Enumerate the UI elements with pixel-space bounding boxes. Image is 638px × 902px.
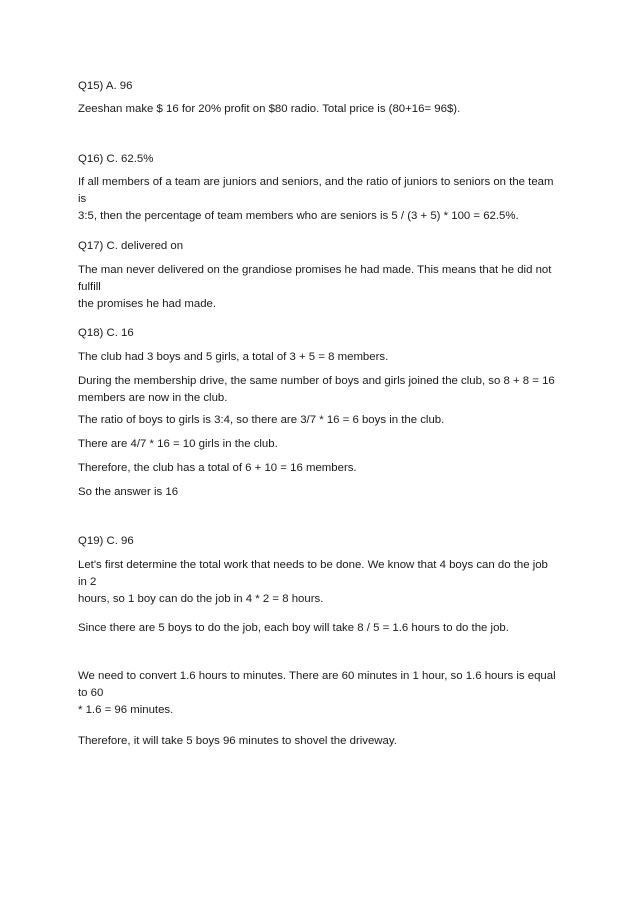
q18-line-6-block xyxy=(78,484,558,501)
q19-line-2-block xyxy=(78,620,558,637)
q19-line-3-block xyxy=(78,668,558,719)
q17-heading-block xyxy=(78,238,558,255)
q19-heading: Q19) C. 96 xyxy=(78,535,134,547)
q18-line-3-block xyxy=(78,412,558,429)
q19-explanation-line: Since there are 5 boys to do the job, each boy will take 8 / 5 = 1.6 hours to do the job. xyxy=(78,622,509,634)
q19-explanation-line: Let's first determine the total work that needs to be done. We know that 4 boys can do the job in 2 hours, so 1 boy can do the job in 4 * 2 = 8 hours. xyxy=(78,559,548,605)
q18-explanation-line: So the answer is 16 xyxy=(78,486,179,498)
q18-explanation-line: There are 4/7 * 16 = 10 girls in the club. xyxy=(78,438,278,450)
q18-explanation-line: The ratio of boys to girls is 3:4, so there are 3/7 * 16 = 6 boys in the club. xyxy=(78,414,445,426)
q19-line-4-block xyxy=(78,733,558,750)
q18-explanation-line: The club had 3 boys and 5 girls, a total of 3 + 5 = 8 members. xyxy=(78,351,389,363)
q19-explanation-line: We need to convert 1.6 hours to minutes. There are 60 minutes in 1 hour, so 1.6 hours is equal to 60 * 1.6 = 96 minutes. xyxy=(78,670,556,716)
q18-line-4-block xyxy=(78,436,558,453)
q15-answer-block xyxy=(78,101,558,118)
q18-heading: Q18) C. 16 xyxy=(78,327,134,339)
q17-explanation-line: The man never delivered on the grandiose promises he had made. This means that he did not fulfill the promises he had made. xyxy=(78,264,552,310)
q18-explanation-line: Therefore, the club has a total of 6 + 10 = 16 members. xyxy=(78,462,357,474)
q19-line-1-block xyxy=(78,557,558,608)
q17-heading: Q17) C. delivered on xyxy=(78,240,184,252)
q18-heading-block xyxy=(78,325,558,342)
q17-answer-block xyxy=(78,262,558,313)
q15-heading-block xyxy=(78,78,558,95)
q18-explanation-line: During the membership drive, the same number of boys and girls joined the club, so 8 + 8 = 16 members are now in the club. xyxy=(78,375,555,404)
q15-explanation-line: Zeeshan make $ 16 for 20% profit on $80 radio. Total price is (80+16= 96$). xyxy=(78,103,461,115)
q15-heading: Q15) A. 96 xyxy=(78,80,133,92)
q16-explanation-line: If all members of a team are juniors and seniors, and the ratio of juniors to seniors on the team is 3:5, then the percentage of team members who are seniors is 5 / (3 + 5) * 100 = 62.5%. xyxy=(78,176,554,222)
q16-heading-block xyxy=(78,151,558,168)
q19-heading-block xyxy=(78,533,558,550)
q18-line-2-block xyxy=(78,373,558,407)
q19-explanation-line: Therefore, it will take 5 boys 96 minutes to shovel the driveway. xyxy=(78,735,397,747)
q16-heading: Q16) C. 62.5% xyxy=(78,153,154,165)
q16-answer-block xyxy=(78,174,558,225)
q18-line-5-block xyxy=(78,460,558,477)
q18-line-1-block xyxy=(78,349,558,366)
